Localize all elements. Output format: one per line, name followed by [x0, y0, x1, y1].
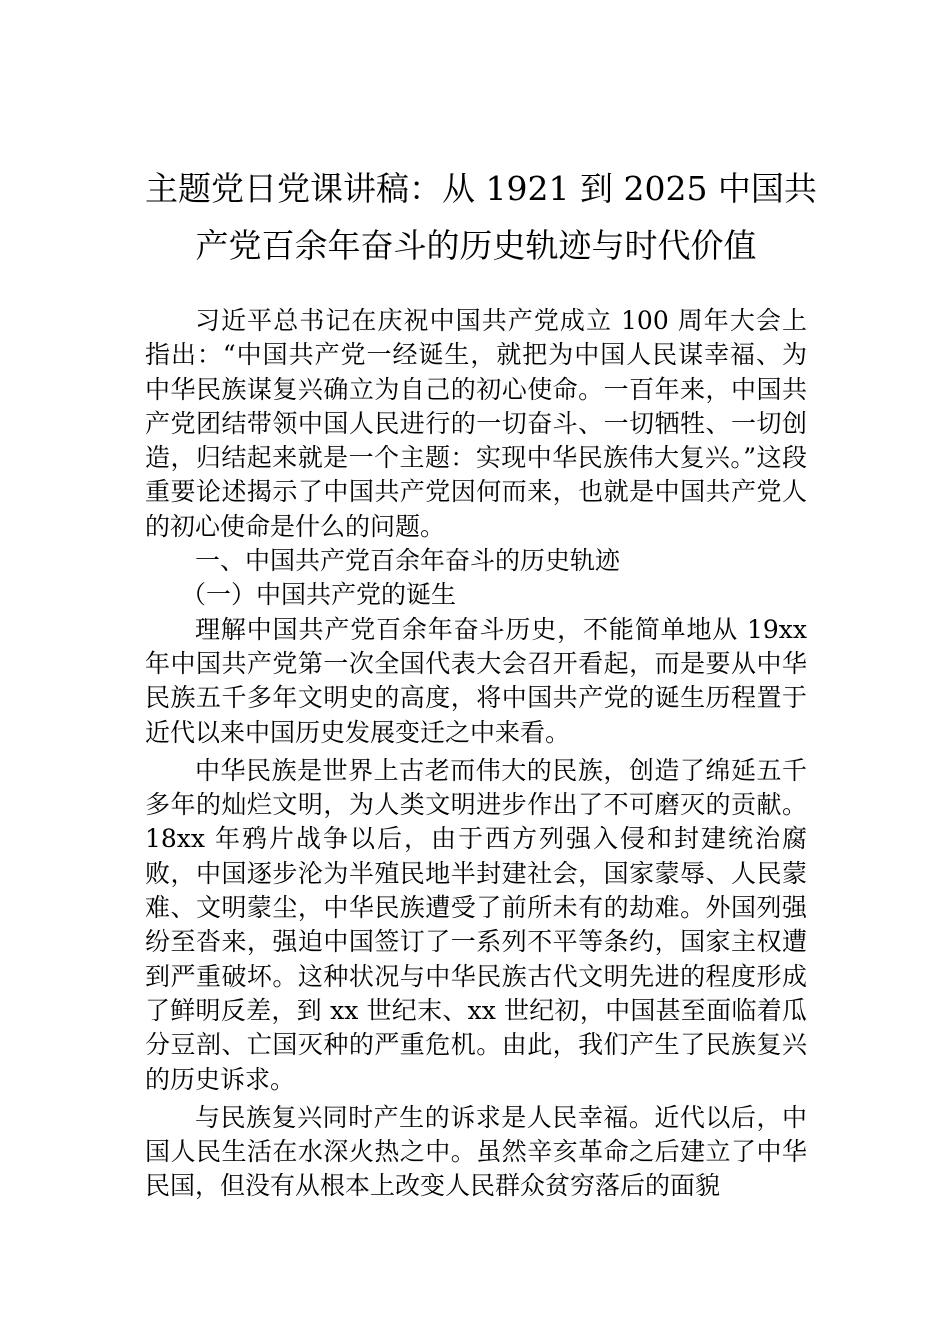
body-paragraph-2: 中华民族是世界上古老而伟大的民族，创造了绵延五千多年的灿烂文明，为人类文明进步作出了不可磨灭的贡献。18xx 年鸦片战争以后，由于西方列强入侵和封建统治腐败，中国逐步沦为半殖民地半封建社会，国家蒙辱、人民蒙难、文明蒙尘，中华民族遭受了前所未有的劫难。外国列强纷至沓来，强迫中国签订了一系列不平等条约，国家主权遭到严重破坏。这种状况与中华民族古代文明先进的程度形成了鲜明反差，到 xx 世纪末、xx 世纪初，中国甚至面临着瓜分豆剖、亡国灭种的严重危机。由此，我们产生了民族复兴的历史诉求。 — [145, 755, 807, 1094]
body-paragraph-3: 与民族复兴同时产生的诉求是人民幸福。近代以后，中国人民生活在水深火热之中。虽然辛亥革命之后建立了中华民国，但没有从根本上改变人民群众贫穷落后的面貌 — [145, 1102, 807, 1201]
intro-paragraph: 习近平总书记在庆祝中国共产党成立 100 周年大会上指出：“中国共产党一经诞生，就把为中国人民谋幸福、为中华民族谋复兴确立为自己的初心使命。一百年来，中国共产党团结带领中国人民进行的一切奋斗、一切牺牲、一切创造，归结起来就是一个主题：实现中华民族伟大复兴。”这段重要论述揭示了中国共产党因何而来，也就是中国共产党人的初心使命是什么的问题。 — [145, 306, 807, 541]
document-title — [145, 160, 817, 274]
document-page — [145, 160, 817, 1204]
subsection-heading: （一）中国共产党的诞生 — [181, 580, 457, 610]
title-line-1: 主题党日党课讲稿：从 1921 到 2025 中国共 — [145, 169, 817, 208]
section-heading: 一、中国共产党百余年奋斗的历史轨迹 — [195, 546, 621, 576]
body-paragraph-1: 理解中国共产党百余年奋斗历史，不能简单地从 19xx 年中国共产党第一次全国代表大会召开看起，而是要从中华民族五千多年文明史的高度，将中国共产党的诞生历程置于近代以来中国历史发展变迁之中来看。 — [145, 614, 807, 747]
title-line-2: 产党百余年奋斗的历史轨迹与时代价值 — [195, 226, 757, 265]
